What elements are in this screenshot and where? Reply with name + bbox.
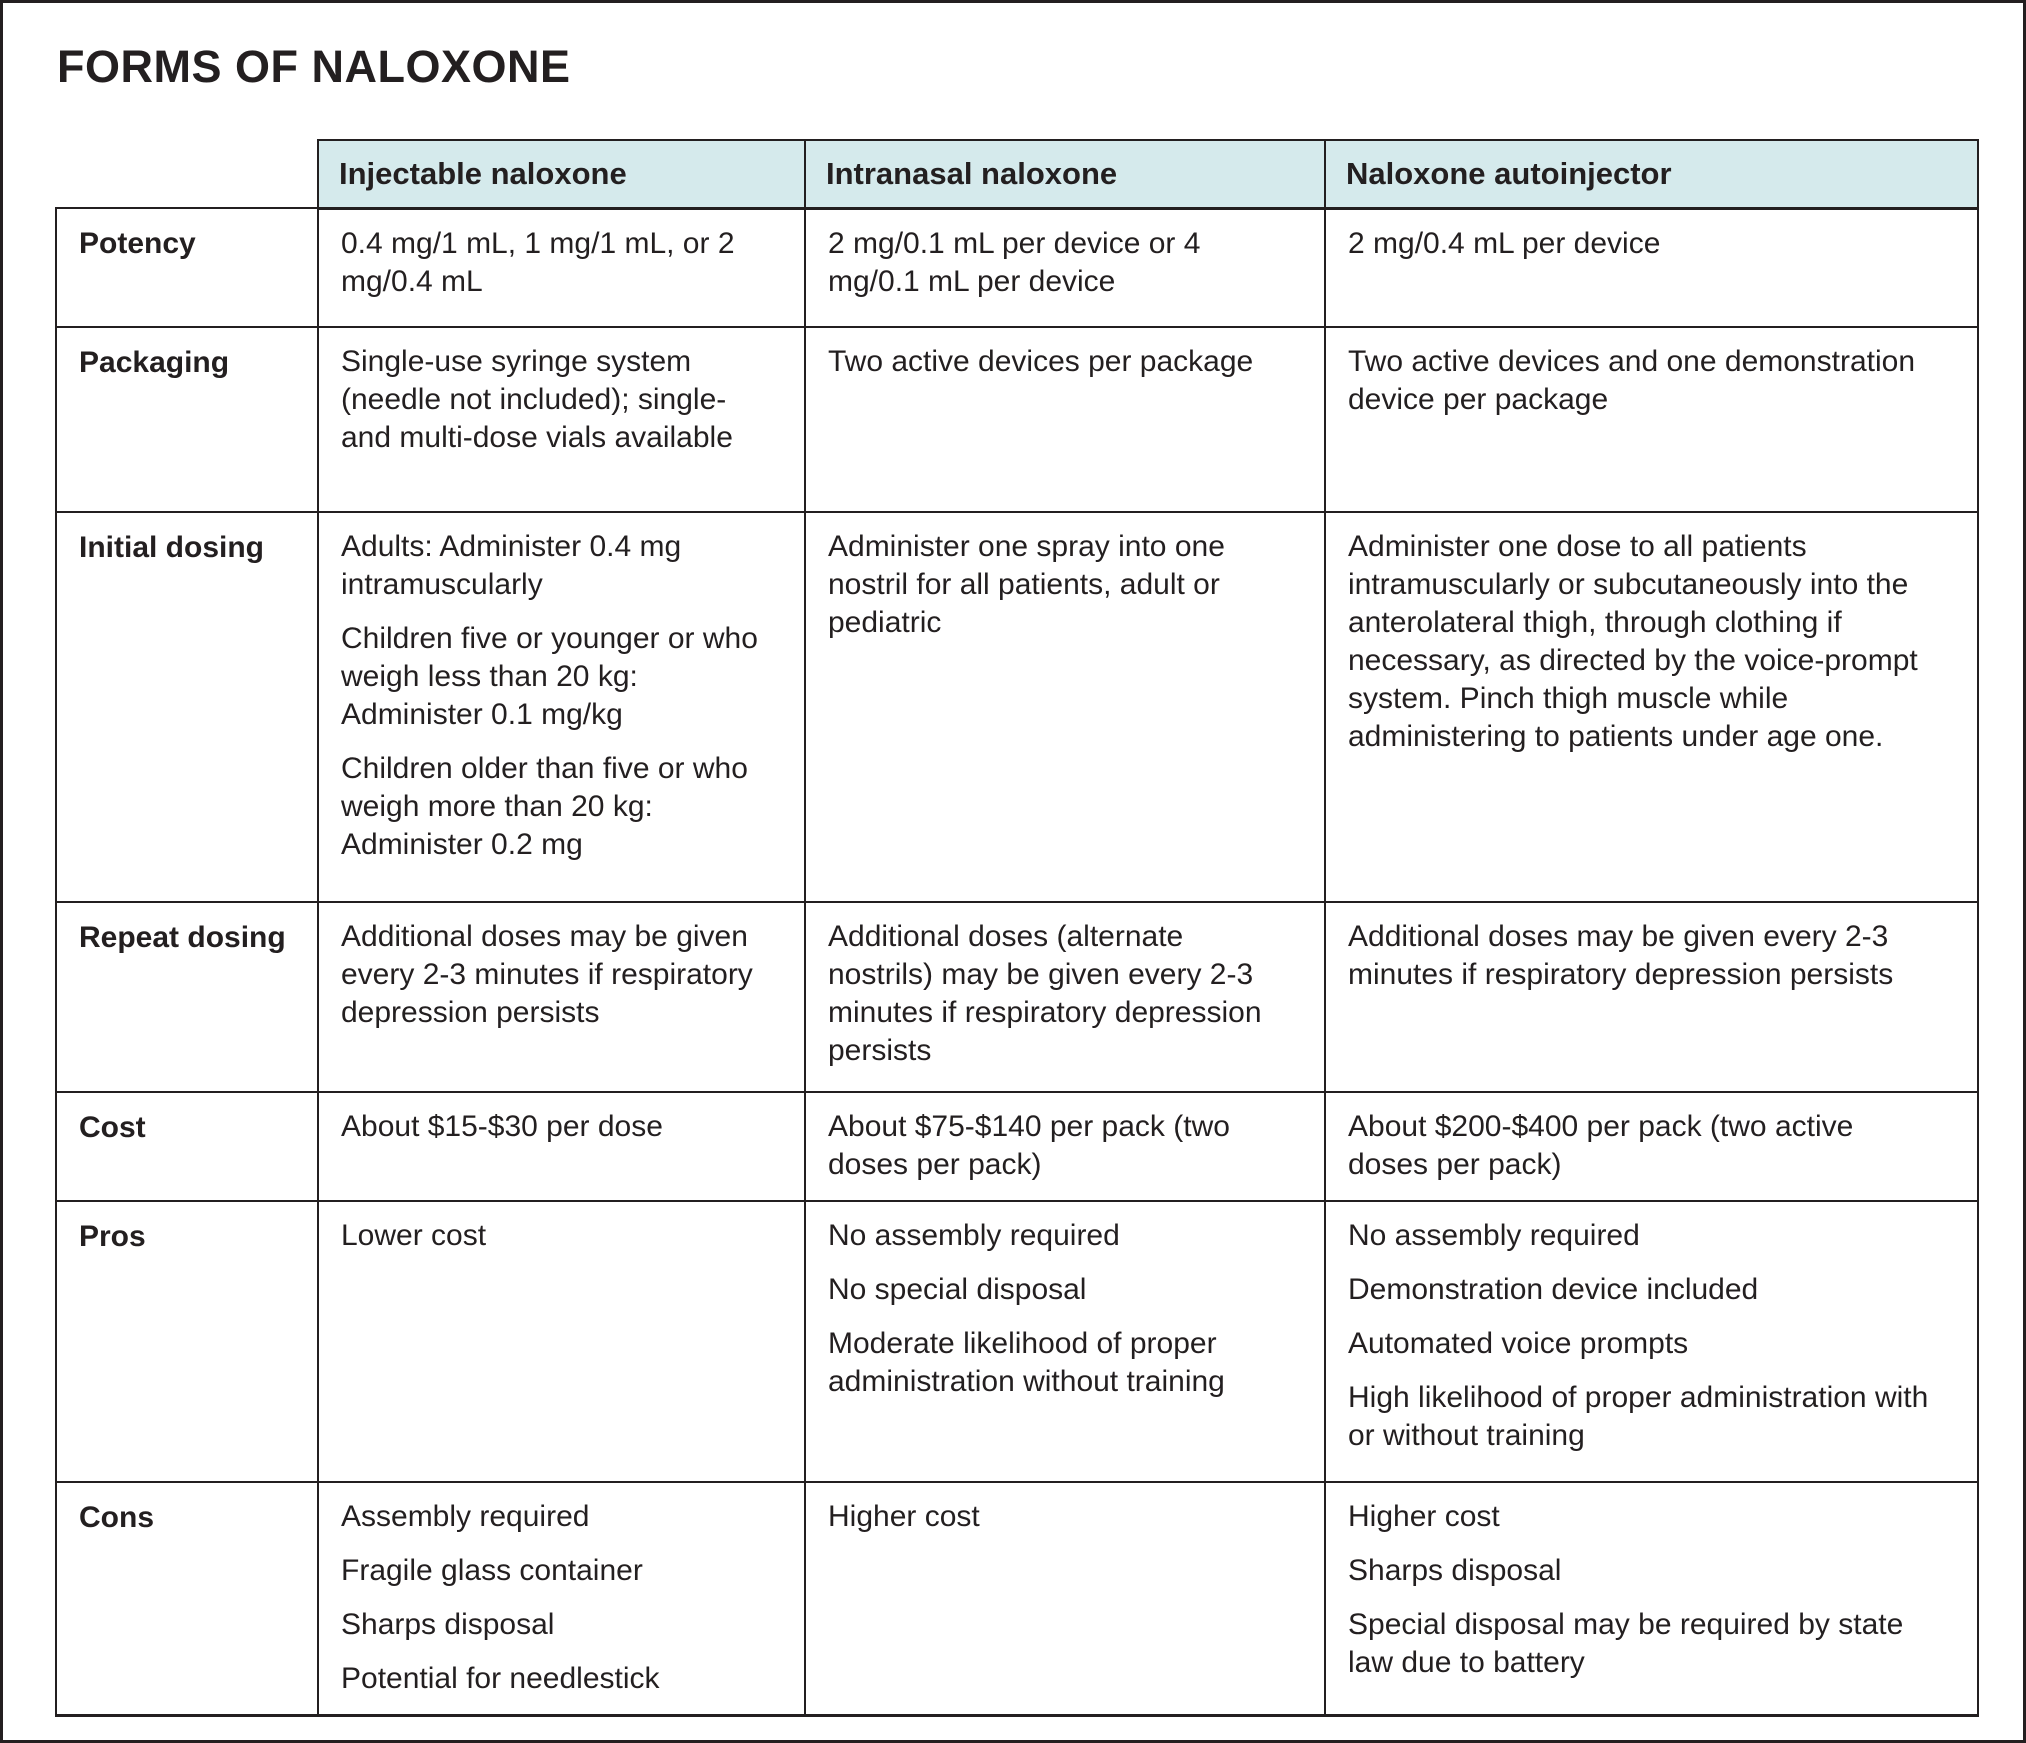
cell-paragraph: 2 mg/0.1 mL per device or 4 mg/0.1 mL per device [828, 226, 1201, 298]
table-cell [805, 512, 1325, 902]
cell-paragraph: Additional doses may be given every 2-3 minutes if respiratory depression persists [1348, 920, 1894, 991]
cell-paragraph: Additional doses (alternate nostrils) may be given every 2-3 minutes if respiratory depression persists [828, 920, 1262, 1067]
cell-paragraph: About $200-$400 per pack (two active doses per pack) [1348, 1110, 1854, 1181]
table-cell [805, 1482, 1325, 1716]
table-cell [1325, 327, 1978, 512]
figure-title: FORMS OF NALOXONE [57, 41, 571, 92]
table-cell [318, 512, 805, 902]
cell-paragraph: Assembly required [341, 1500, 590, 1533]
cell-paragraph: Higher cost [1348, 1500, 1500, 1533]
cell-paragraph: Lower cost [341, 1219, 487, 1252]
cell-paragraph: Sharps disposal [341, 1608, 555, 1641]
column-header-naloxone-autoinjector: Naloxone autoinjector [1325, 140, 1978, 208]
table-row-packaging [56, 327, 1978, 512]
table-cell [1325, 1201, 1978, 1482]
table-cell [805, 1201, 1325, 1482]
cell-paragraph: 2 mg/0.4 mL per device [1348, 226, 1661, 260]
cell-paragraph: High likelihood of proper administration with or without training [1348, 1381, 1929, 1452]
table-cell [1325, 1482, 1978, 1716]
table-cell [1325, 208, 1978, 327]
table-cell [318, 1092, 805, 1201]
cell-paragraph: 0.4 mg/1 mL, 1 mg/1 mL, or 2 mg/0.4 mL [341, 226, 735, 298]
cell-paragraph: Administer one dose to all patients intramuscularly or subcutaneously into the anterolateral thigh, through clothing if necessary, as directed by the voice-prompt system. Pinch thigh muscle while administering to patients under age one. [1348, 530, 1918, 753]
table-cell [318, 1482, 805, 1716]
cell-paragraph: Children five or younger or who weigh less than 20 kg: Administer 0.1 mg/kg [341, 622, 758, 731]
cell-paragraph: Moderate likelihood of proper administration without training [828, 1327, 1225, 1398]
row-label-cost: Cost [56, 1092, 318, 1201]
table-cell [1325, 902, 1978, 1092]
table-row-cost [56, 1092, 1978, 1201]
cell-paragraph: No assembly required [828, 1219, 1120, 1252]
cell-paragraph: Additional doses may be given every 2-3 minutes if respiratory depression persists [341, 920, 753, 1029]
table-cell [318, 902, 805, 1092]
table-cell [318, 208, 805, 327]
row-label-repeat-dosing: Repeat dosing [56, 902, 318, 1092]
cell-paragraph: Fragile glass container [341, 1554, 643, 1587]
table-cell [805, 327, 1325, 512]
table-body [56, 208, 1978, 1716]
cell-paragraph: Automated voice prompts [1348, 1327, 1689, 1360]
table-cell [1325, 1092, 1978, 1201]
naloxone-comparison-table [55, 139, 1979, 1717]
cell-paragraph: Administer one spray into one nostril for all patients, adult or pediatric [828, 530, 1225, 639]
table-cell [805, 902, 1325, 1092]
row-label-packaging: Packaging [56, 327, 318, 512]
cell-paragraph: About $75-$140 per pack (two doses per pack) [828, 1110, 1230, 1181]
table-cell [805, 1092, 1325, 1201]
table-row-cons [56, 1482, 1978, 1716]
table-cell [318, 327, 805, 512]
row-label-initial-dosing: Initial dosing [56, 512, 318, 902]
table-cell [805, 208, 1325, 327]
cell-paragraph: Adults: Administer 0.4 mg intramuscularly [341, 530, 682, 601]
cell-paragraph: No special disposal [828, 1273, 1087, 1306]
cell-paragraph: Two active devices per package [828, 345, 1254, 378]
corner-cell [56, 140, 318, 208]
cell-paragraph: Two active devices and one demonstration device per package [1348, 345, 1915, 416]
column-header-intranasal-naloxone: Intranasal naloxone [805, 140, 1325, 208]
table-row-pros [56, 1201, 1978, 1482]
column-header-injectable-naloxone: Injectable naloxone [318, 140, 805, 208]
table-row-potency [56, 208, 1978, 327]
table-row-initial-dosing [56, 512, 1978, 902]
table-cell [318, 1201, 805, 1482]
row-label-cons: Cons [56, 1482, 318, 1716]
row-label-pros: Pros [56, 1201, 318, 1482]
cell-paragraph: Potential for needlestick [341, 1662, 660, 1695]
cell-paragraph: Single-use syringe system (needle not included); single- and multi-dose vials available [341, 345, 733, 454]
cell-paragraph: Demonstration device included [1348, 1273, 1759, 1306]
header-row [56, 140, 1978, 208]
cell-paragraph: Higher cost [828, 1500, 980, 1533]
cell-paragraph: Special disposal may be required by state law due to battery [1348, 1608, 1904, 1679]
cell-paragraph: Sharps disposal [1348, 1554, 1562, 1587]
cell-paragraph: About $15-$30 per dose [341, 1110, 663, 1143]
cell-paragraph: No assembly required [1348, 1219, 1640, 1252]
row-label-potency: Potency [56, 208, 318, 327]
table-row-repeat-dosing [56, 902, 1978, 1092]
table-cell [1325, 512, 1978, 902]
cell-paragraph: Children older than five or who weigh more than 20 kg: Administer 0.2 mg [341, 752, 748, 861]
